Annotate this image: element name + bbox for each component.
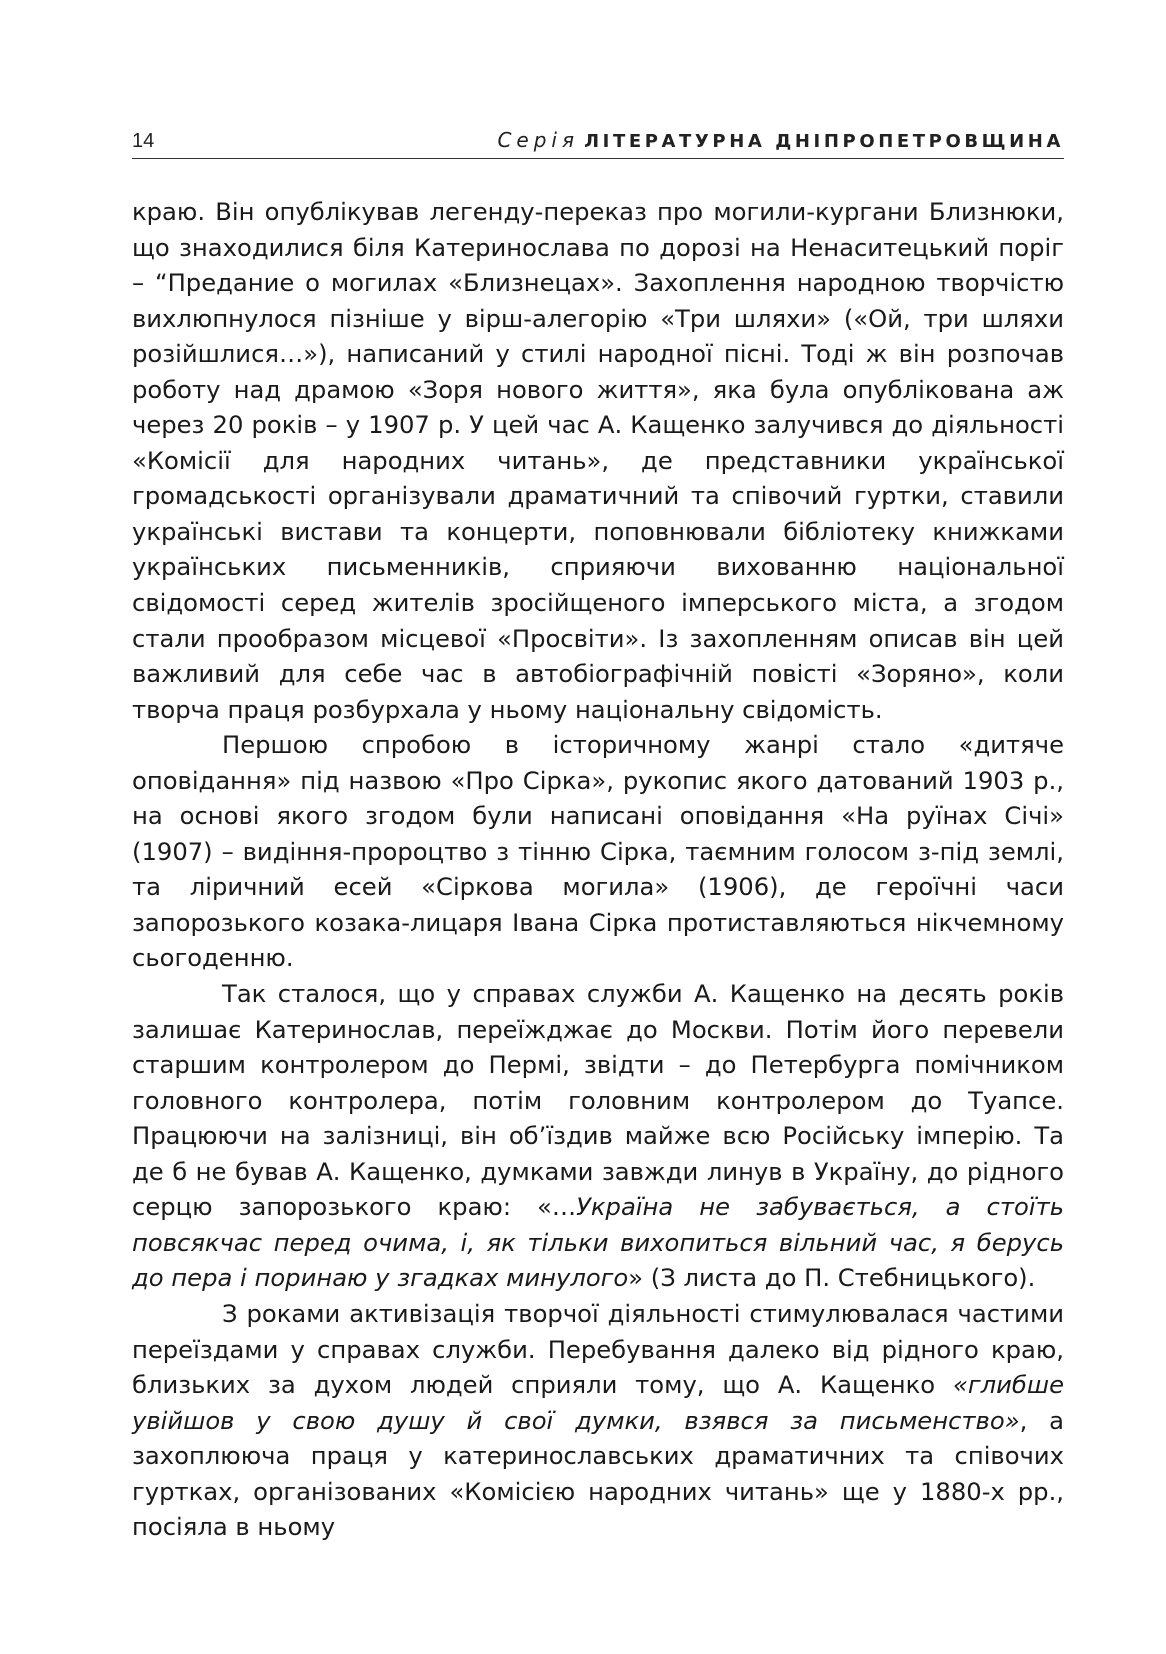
paragraph	[132, 194, 1064, 727]
paragraph	[132, 1296, 1064, 1545]
italic-quote: Україна не забувається, а стоїть повсякчас перед очима, і, як тільки вихопиться вільний час, я берусь до пера і поринаю у згадках минулого	[132, 1192, 1064, 1293]
body-text	[132, 194, 1064, 1545]
text-run: краю. Він опублікував легенду-переказ про могили-кургани Близнюки, що знаходилися біля Катеринослава по дорозі на Ненаситецький поріг – “Предание о могилах «Близнецах». Захоплення народною творчістю вихлюпнулося пізніше у вірш-алегорію «Три шляхи» («Ой, три шляхи розійшлися…»), написаний у стилі народної пісні. Тоді ж він розпочав роботу над драмою «Зоря нового життя», яка була опублікована аж через 20 років – у 1907 р. У цей час А. Кащенко залучився до діяльності «Комісії для народних читань», де представники української громадськості організували драматичний та співочий гуртки, ставили українські вистави та концерти, поповнювали бібліотеку книжками українських письменників, сприяючи вихованню національної свідомості серед жителів зросійщеного імперського міста, а згодом стали прообразом місцевої «Просвіти». Із захопленням описав він цей важливий для себе час в автобіографічній повісті «Зоряно», коли творча праця розбурхала у ньому національну свідомість.	[132, 197, 1064, 724]
italic-quote: «глибше увійшов у свою душу й свої думки, взявся за письменство»	[132, 1370, 1064, 1435]
text-run: , а захоплююча праця у катеринославських драматичних та співочих гуртках, організованих «Комісією народних читань» ще у 1880-х рр., посіяла в ньому	[132, 1405, 1064, 1542]
text-run: Першою спробою в історичному жанрі стало «дитяче оповідання» під назвою «Про Сірка», рукопис якого датований 1903 р., на основі якого згодом були написані оповідання «На руїнах Січі» (1907) – видіння-пророцтво з тінню Сірка, таємним голосом з-під землі, та ліричний есей «Сіркова могила» (1906), де героїчні часи запорозького козака-лицаря Івана Сірка протиставляються нікчемному сьогоденню.	[132, 730, 1064, 973]
page-number: 14	[132, 130, 155, 152]
paragraph	[132, 976, 1064, 1296]
series-heading	[497, 128, 1064, 152]
series-label: Серія	[497, 128, 580, 152]
paragraph	[132, 727, 1064, 976]
text-run: Так сталося, що у справах служби А. Кащенко на десять років залишає Катеринослав, переїжджає до Москви. Потім його перевели старшим контролером до Пермі, звідти – до Петербурга помічником головного контролера, потім головним контролером до Туапсе. Працюючи на залізниці, він об’їздив майже всю Російську імперію. Та де б не бував А. Кащенко, думками завжди линув в Україну, до рідного серцю запорозького краю: «…	[132, 979, 1064, 1222]
running-header	[132, 128, 1064, 162]
text-run: » (З листа до П. Стебницького).	[628, 1263, 1036, 1293]
text-run: З роками активізація творчої діяльності стимулювалася частими переїздами у справах служби. Перебування далеко від рідного краю, близьких за духом людей сприяли тому, що А. Кащенко	[132, 1298, 1064, 1400]
series-title: ЛІТЕРАТУРНА ДНІПРОПЕТРОВЩИНА	[584, 131, 1064, 152]
header-rule	[132, 158, 1064, 159]
